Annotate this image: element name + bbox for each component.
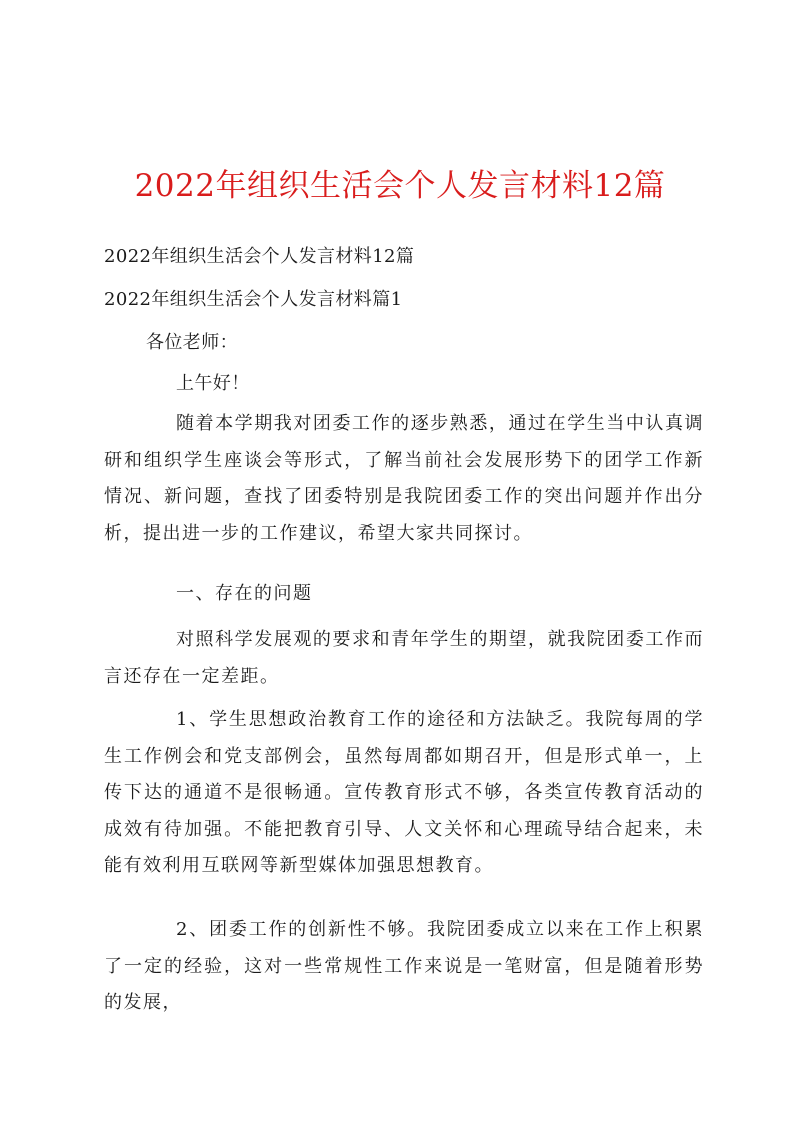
salutation: 各位老师：	[146, 332, 238, 353]
paragraph-gap: 对照科学发展观的要求和青年学生的期望，就我院团委工作而言还存在一定差距。	[104, 629, 704, 687]
document-subtitle: 2022年组织生活会个人发言材料12篇	[104, 246, 415, 267]
paragraph-point-1: 1、学生思想政治教育工作的途径和方法缺乏。我院每周的学生工作例会和党支部例会，虽然每周都如期召开，但是形式单一，上传下达的通道不是很畅通。宣传教育形式不够，各类宣传教育活动的成效有待加强。不能把教育引导、人文关怀和心理疏导结合起来，未能有效利用互联网等新型媒体加强思想教育。	[104, 709, 704, 876]
paragraph-intro: 随着本学期我对团委工作的逐步熟悉，通过在学生当中认真调研和组织学生座谈会等形式，了解当前社会发展形势下的团学工作新情况、新问题，查找了团委特别是我院团委工作的突出问题并作出分析，提出进一步的工作建议，希望大家共同探讨。	[104, 413, 704, 544]
paragraph-point-2: 2、团委工作的创新性不够。我院团委成立以来在工作上积累了一定的经验，这对一些常规性工作来说是一笔财富，但是随着形势的发展，	[104, 919, 704, 1013]
document-title: 2022年组织生活会个人发言材料12篇	[134, 168, 666, 204]
greeting: 上午好！	[176, 373, 250, 394]
section-heading: 2022年组织生活会个人发言材料篇1	[104, 289, 403, 310]
heading-existing-problems: 一、存在的问题	[176, 583, 313, 604]
